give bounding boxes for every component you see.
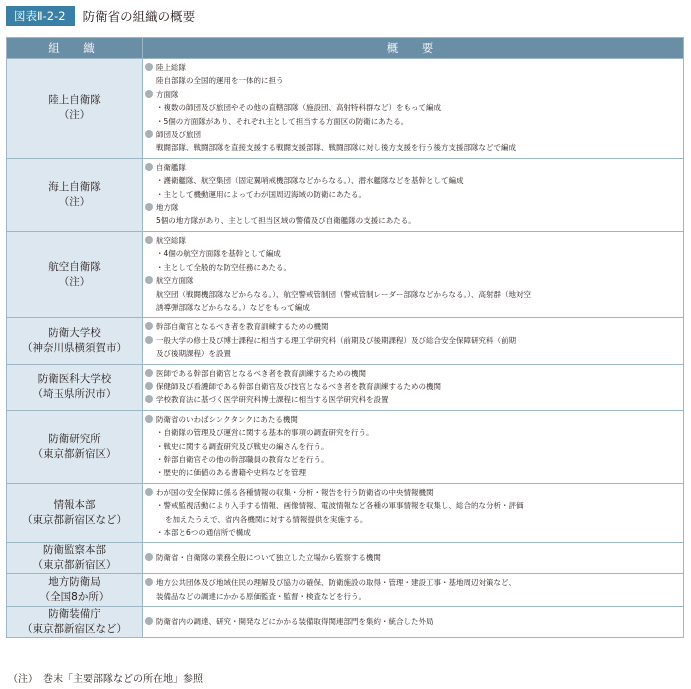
- organization-location: （埼玉県所沢市）: [32, 388, 117, 401]
- table-row: [7, 364, 684, 410]
- table-row: [7, 410, 684, 483]
- organization-cell: [7, 543, 143, 574]
- bullet-icon: [145, 163, 153, 171]
- summary-text: ・4個の航空方面隊を基幹として編成: [156, 249, 281, 259]
- bullet-icon: [145, 130, 153, 138]
- summary-cell: [143, 364, 684, 410]
- figure-number-badge: 図表Ⅱ-2-2: [6, 6, 75, 26]
- bullet-icon: [145, 617, 153, 625]
- table-row: [7, 158, 684, 231]
- summary-cell: [143, 318, 684, 364]
- summary-text: 医師である幹部自衛官となるべき者を教育訓練するための機関: [156, 368, 366, 378]
- bullet-icon: [145, 276, 153, 284]
- summary-line: [145, 115, 679, 128]
- summary-cell: [143, 574, 684, 607]
- summary-text: 一般大学の修士及び博士課程に相当する理工学研究科（前期及び後期課程）及び総合安全保障研究科（前期: [156, 335, 516, 345]
- summary-line: [145, 101, 679, 114]
- organization-name: 海上自衛隊: [48, 180, 101, 193]
- summary-text: 航空総隊: [156, 235, 186, 245]
- summary-text: ・自衛隊の管理及び運営に関する基本的事項の調査研究を行う。: [156, 428, 374, 438]
- summary-text: ・護衛艦隊、航空集団（固定翼哨戒機部隊などからなる。）、潜水艦隊などを基幹として編成: [156, 176, 464, 186]
- summary-text: ・戦史に関する調査研究及び戦史の編さんを行う。: [156, 441, 329, 451]
- summary-cell: [143, 607, 684, 638]
- footnote: （注） 巻末「主要部隊などの所在地」参照: [8, 674, 203, 685]
- summary-text: ・幹部自衛官その他の幹部職員の教育などを行う。: [156, 454, 329, 464]
- summary-line: [145, 380, 679, 393]
- summary-text: ・本部と6つの通信所で構成: [156, 528, 251, 537]
- summary-text: 防衛省内の調達、研究・開発などにかかる装備取得関連部門を集約・統合した外局: [156, 617, 434, 627]
- summary-text: 学校教育法に基づく医学研究科博士課程に相当する医学研究科を設置: [156, 395, 389, 405]
- summary-line: [145, 61, 679, 74]
- organization-location: （注）: [58, 109, 91, 122]
- organization-location: （神奈川県横須賀市）: [22, 341, 127, 354]
- summary-cell: [143, 483, 684, 543]
- summary-text: 誘導弾部隊などからなる。）などをもって編成: [156, 302, 310, 312]
- bullet-icon: [145, 488, 153, 496]
- bullet-icon: [145, 322, 153, 330]
- summary-line: [145, 590, 679, 603]
- organization-table: [6, 37, 684, 638]
- summary-line: [145, 426, 679, 439]
- organization-name: 防衛監察本部: [43, 544, 106, 557]
- organization-name: 防衛装備庁: [48, 608, 101, 621]
- summary-line: [145, 174, 679, 187]
- summary-text: 保健師及び看護師である幹部自衛官及び技官となるべき者を教育訓練するための機関: [156, 381, 441, 391]
- bullet-icon: [145, 236, 153, 244]
- summary-line: [145, 486, 679, 499]
- column-header-organization: 組 織: [7, 38, 143, 59]
- summary-text: ・5個の方面隊があり、それぞれ主として担当する方面区の防衛にあたる。: [156, 116, 409, 126]
- summary-line: [145, 261, 679, 274]
- summary-line: [145, 334, 679, 347]
- organization-location: （東京都新宿区）: [32, 447, 117, 460]
- summary-text: 地方公共団体及び地域住民の理解及び協力の確保、防衛施設の取得・管理・建設工事・基地周辺対策など、: [156, 578, 516, 588]
- summary-line: [145, 413, 679, 426]
- bullet-icon: [145, 578, 153, 586]
- bullet-icon: [145, 369, 153, 377]
- table-row: [7, 318, 684, 364]
- summary-line: [145, 128, 679, 141]
- table-row: [7, 483, 684, 543]
- organization-location: （東京都新宿区など）: [22, 514, 127, 527]
- organization-cell: [7, 483, 143, 543]
- summary-line: [145, 88, 679, 101]
- summary-line: [145, 288, 679, 301]
- organization-cell: [7, 410, 143, 483]
- table-row: [7, 543, 684, 574]
- summary-line: [145, 274, 679, 287]
- bullet-icon: [145, 415, 153, 423]
- summary-line: [145, 551, 679, 564]
- table-header-row: [7, 38, 684, 59]
- organization-cell: [7, 318, 143, 364]
- summary-text: 防衛省のいわばシンクタンクにあたる機関: [156, 414, 298, 424]
- summary-line: [145, 74, 679, 87]
- summary-line: [145, 526, 679, 539]
- table-row: [7, 607, 684, 638]
- summary-line: [145, 576, 679, 589]
- summary-line: [145, 161, 679, 174]
- organization-name: 陸上自衛隊: [48, 94, 101, 107]
- summary-line: [145, 393, 679, 406]
- summary-line: [145, 440, 679, 453]
- organization-location: （東京都新宿区など）: [22, 623, 127, 636]
- summary-cell: [143, 59, 684, 159]
- summary-text: 及び後期課程）を設置: [156, 349, 231, 359]
- summary-cell: [143, 231, 684, 317]
- table-row: [7, 574, 684, 607]
- summary-line: [145, 141, 679, 154]
- organization-location: （注）: [58, 275, 91, 288]
- summary-line: [145, 188, 679, 201]
- organization-cell: [7, 158, 143, 231]
- summary-line: [145, 247, 679, 260]
- figure-title: 防衛省の組織の概要: [82, 9, 196, 24]
- summary-text: 5個の地方隊があり、主として担当区域の警備及び自衛艦隊の支援にあたる。: [156, 216, 416, 226]
- organization-name: 地方防衛局: [48, 576, 101, 589]
- summary-cell: [143, 410, 684, 483]
- bullet-icon: [145, 203, 153, 211]
- summary-line: [145, 201, 679, 214]
- table-row: [7, 59, 684, 159]
- organization-location: （東京都新宿区）: [32, 559, 117, 572]
- summary-line: [145, 347, 679, 360]
- summary-text: 方面隊: [156, 89, 179, 99]
- summary-line: [145, 513, 679, 526]
- table-row: [7, 231, 684, 317]
- summary-text: 自衛艦隊: [156, 162, 186, 172]
- summary-line: [145, 615, 679, 628]
- summary-text: 防衛省・自衛隊の業務全般について独立した立場から監察する機関: [156, 553, 381, 563]
- summary-line: [145, 214, 679, 227]
- summary-text: ・複数の師団及び旅団やその他の直轄部隊（施設団、高射特科群など）をもって編成: [156, 103, 441, 113]
- summary-line: [145, 466, 679, 479]
- summary-text: を加えたうえで、省内各機関に対する情報提供を実施する。: [165, 514, 368, 524]
- organization-name: 防衛大学校: [48, 326, 101, 339]
- summary-line: [145, 301, 679, 314]
- column-header-summary: 概 要: [143, 38, 684, 59]
- summary-text: ・警戒監視活動により入手する情報、画像情報、電波情報など各種の軍事情報を収集し、総合的な分析・評価: [156, 501, 524, 511]
- bullet-icon: [145, 336, 153, 344]
- bullet-icon: [145, 90, 153, 98]
- organization-location: （全国8か所）: [39, 591, 110, 604]
- summary-text: 航空方面隊: [156, 276, 194, 286]
- summary-cell: [143, 158, 684, 231]
- summary-line: [145, 234, 679, 247]
- summary-text: 戦闘部隊、戦闘部隊を直接支援する戦闘支援部隊、戦闘部隊に対し後方支援を行う後方支援部隊などで編成: [156, 143, 516, 153]
- organization-location: （注）: [58, 195, 91, 208]
- summary-text: 幹部自衛官となるべき者を教育訓練するための機関: [156, 322, 329, 332]
- summary-text: 地方隊: [156, 203, 179, 213]
- summary-text: ・主として全般的な防空任務にあたる。: [156, 262, 291, 272]
- summary-cell: [143, 543, 684, 574]
- figure-header: [6, 6, 195, 26]
- summary-text: ・主として機動運用によってわが国周辺海域の防衛にあたる。: [156, 189, 366, 199]
- summary-text: ・歴史的に価値のある書籍や史料などを管理: [156, 468, 306, 478]
- summary-line: [145, 499, 679, 512]
- summary-line: [145, 367, 679, 380]
- bullet-icon: [145, 63, 153, 71]
- bullet-icon: [145, 553, 153, 561]
- organization-name: 航空自衛隊: [48, 260, 101, 273]
- bullet-icon: [145, 382, 153, 390]
- summary-text: 師団及び旅団: [156, 130, 201, 140]
- summary-line: [145, 453, 679, 466]
- summary-text: 装備品などの調達にかかる原価監査・監督・検査などを行う。: [156, 591, 366, 601]
- summary-text: 陸上総隊: [156, 63, 186, 72]
- summary-text: わが国の安全保障に係る各種情報の収集・分析・報告を行う防衛省の中央情報機関: [156, 487, 434, 497]
- organization-cell: [7, 59, 143, 159]
- organization-cell: [7, 364, 143, 410]
- summary-text: 陸自部隊の全国的運用を一体的に担う: [156, 76, 284, 86]
- organization-name: 防衛医科大学校: [37, 373, 112, 386]
- organization-cell: [7, 574, 143, 607]
- organization-cell: [7, 231, 143, 317]
- summary-text: 航空団（戦闘機部隊などからなる。）、航空警戒管制団（警戒管制レーダー部隊などからなる。）、高射群（地対空: [156, 289, 531, 299]
- organization-name: 情報本部: [53, 499, 96, 512]
- organization-cell: [7, 607, 143, 638]
- summary-line: [145, 320, 679, 333]
- bullet-icon: [145, 395, 153, 403]
- organization-name: 防衛研究所: [48, 432, 101, 445]
